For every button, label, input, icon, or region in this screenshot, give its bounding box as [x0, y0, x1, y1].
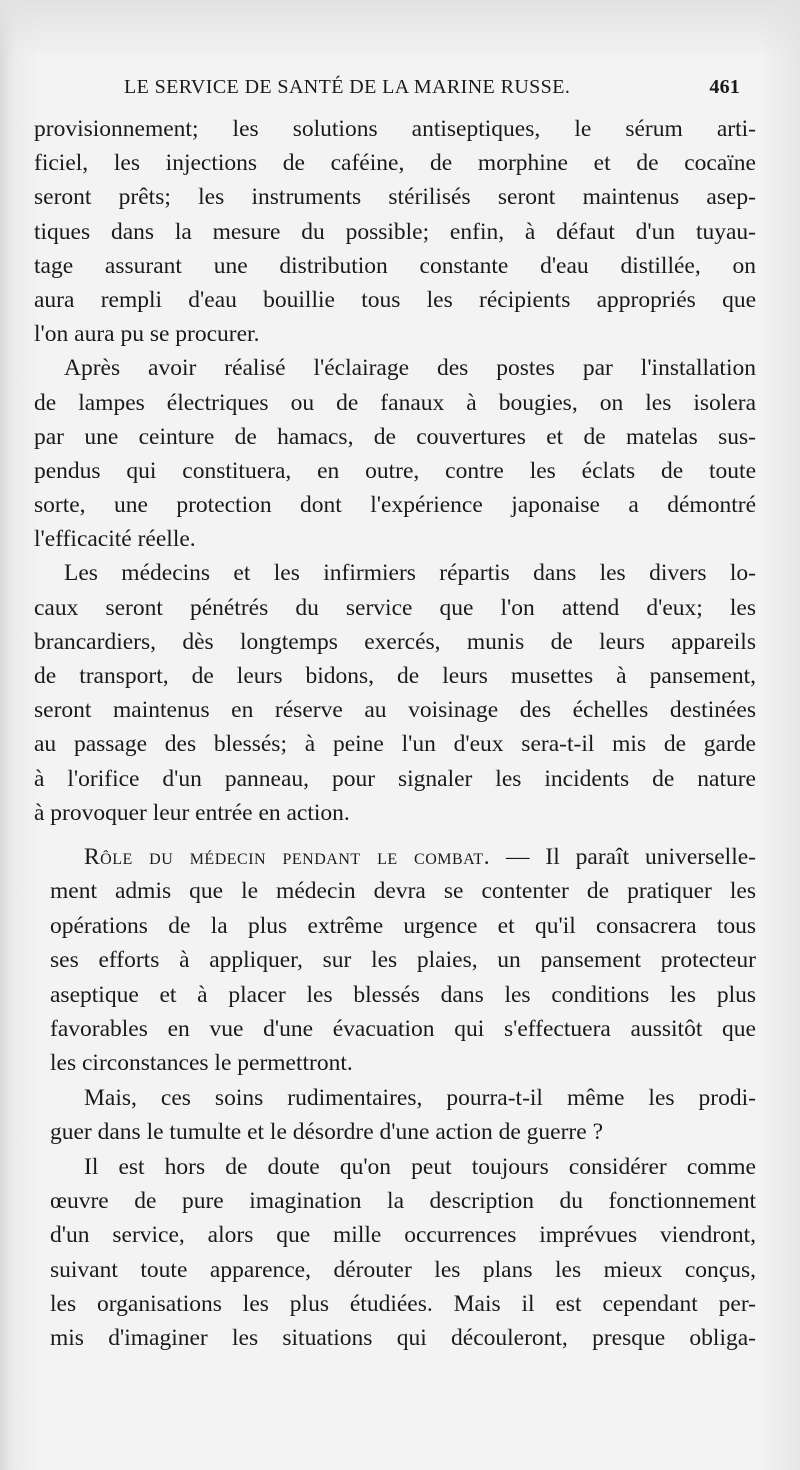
paragraph [50, 874, 756, 1080]
section-heading: Rôle du médecin pendant le combat. [84, 844, 491, 870]
text-line: tage assurant une distribution constante d'eau distillée, on [34, 252, 756, 279]
paragraph [34, 112, 756, 351]
text-line: suivant toute apparence, dérouter les plans les mieux conçus, [50, 1256, 756, 1283]
text-line: d'un service, alors que mille occurrences imprévues viendront, [50, 1222, 756, 1249]
paragraph [50, 1150, 756, 1356]
text-line: par une ceinture de hamacs, de couvertures et de matelas sus- [34, 423, 756, 450]
page-number: 461 [709, 76, 740, 98]
text-line: pendus qui constituera, en outre, contre les éclats de toute [34, 457, 756, 484]
paragraph [34, 351, 756, 556]
text-line: les circonstances le permettront. [50, 1050, 353, 1077]
text-line: Il est hors de doute qu'on peut toujours considérer comme [84, 1153, 756, 1180]
text-line: œuvre de pure imagination la description du fonctionnement [50, 1187, 756, 1214]
text-line: Les médecins et les infirmiers répartis dans les divers lo- [64, 560, 756, 587]
section-role-du-medecin [50, 840, 756, 1356]
body-text-top [34, 112, 756, 830]
text-line: mis d'imaginer les situations qui découleront, presque obliga- [50, 1325, 756, 1352]
section-heading-line [50, 840, 756, 874]
text-line: à l'orifice d'un panneau, pour signaler les incidents de nature [34, 765, 756, 792]
text-line: tiques dans la mesure du possible; enfin, à défaut d'un tuyau- [34, 218, 756, 245]
text-line: guer dans le tumulte et le désordre d'une action de guerre ? [50, 1119, 603, 1146]
text-line: l'on aura pu se procurer. [34, 321, 260, 348]
text-line: brancardiers, dès longtemps exercés, munis de leurs appareils [34, 628, 756, 655]
text-line: aseptique et à placer les blessés dans les conditions les plus [50, 981, 756, 1008]
paragraph [34, 556, 756, 830]
text-line: ment admis que le médecin devra se contenter de pratiquer les [50, 878, 756, 905]
text-line: Après avoir réalisé l'éclairage des postes par l'installation [64, 355, 756, 382]
text-line: les organisations les plus étudiées. Mais il est cependant per- [50, 1291, 756, 1318]
page-header [110, 76, 740, 100]
text-line: aura rempli d'eau bouillie tous les récipients appropriés que [34, 286, 756, 313]
text-line: de transport, de leurs bidons, de leurs musettes à pansement, [34, 663, 756, 689]
text-line: de lampes électriques ou de fanaux à bougies, on les isolera [34, 389, 756, 416]
text-line: ses efforts à appliquer, sur les plaies, un pansement protecteur [50, 947, 756, 974]
text-line: — Il paraît universelle- [490, 844, 756, 870]
text-line: provisionnement; les solutions antiseptiques, le sérum arti- [34, 116, 756, 142]
text-line: favorables en vue d'une évacuation qui s'effectuera aussitôt que [50, 1015, 756, 1042]
text-line: ficiel, les injections de caféine, de morphine et de cocaïne [34, 150, 756, 177]
text-line: Mais, ces soins rudimentaires, pourra-t-il même les prodi- [84, 1084, 756, 1111]
scan-shadow [0, 0, 800, 60]
text-line: caux seront pénétrés du service que l'on attend d'eux; les [34, 594, 756, 621]
text-line: seront prêts; les instruments stérilisés seront maintenus asep- [34, 184, 756, 211]
paragraph [50, 1081, 756, 1150]
running-title: LE SERVICE DE SANTÉ DE LA MARINE RUSSE. [124, 76, 571, 98]
text-line: à provoquer leur entrée en action. [34, 799, 350, 826]
text-line: l'efficacité réelle. [34, 526, 196, 553]
text-line: seront maintenus en réserve au voisinage des échelles destinées [34, 697, 756, 724]
text-line: opérations de la plus extrême urgence et qu'il consacrera tous [50, 912, 756, 939]
text-line: au passage des blessés; à peine l'un d'eux sera-t-il mis de garde [34, 731, 756, 758]
text-line: sorte, une protection dont l'expérience japonaise a démontré [34, 492, 756, 519]
